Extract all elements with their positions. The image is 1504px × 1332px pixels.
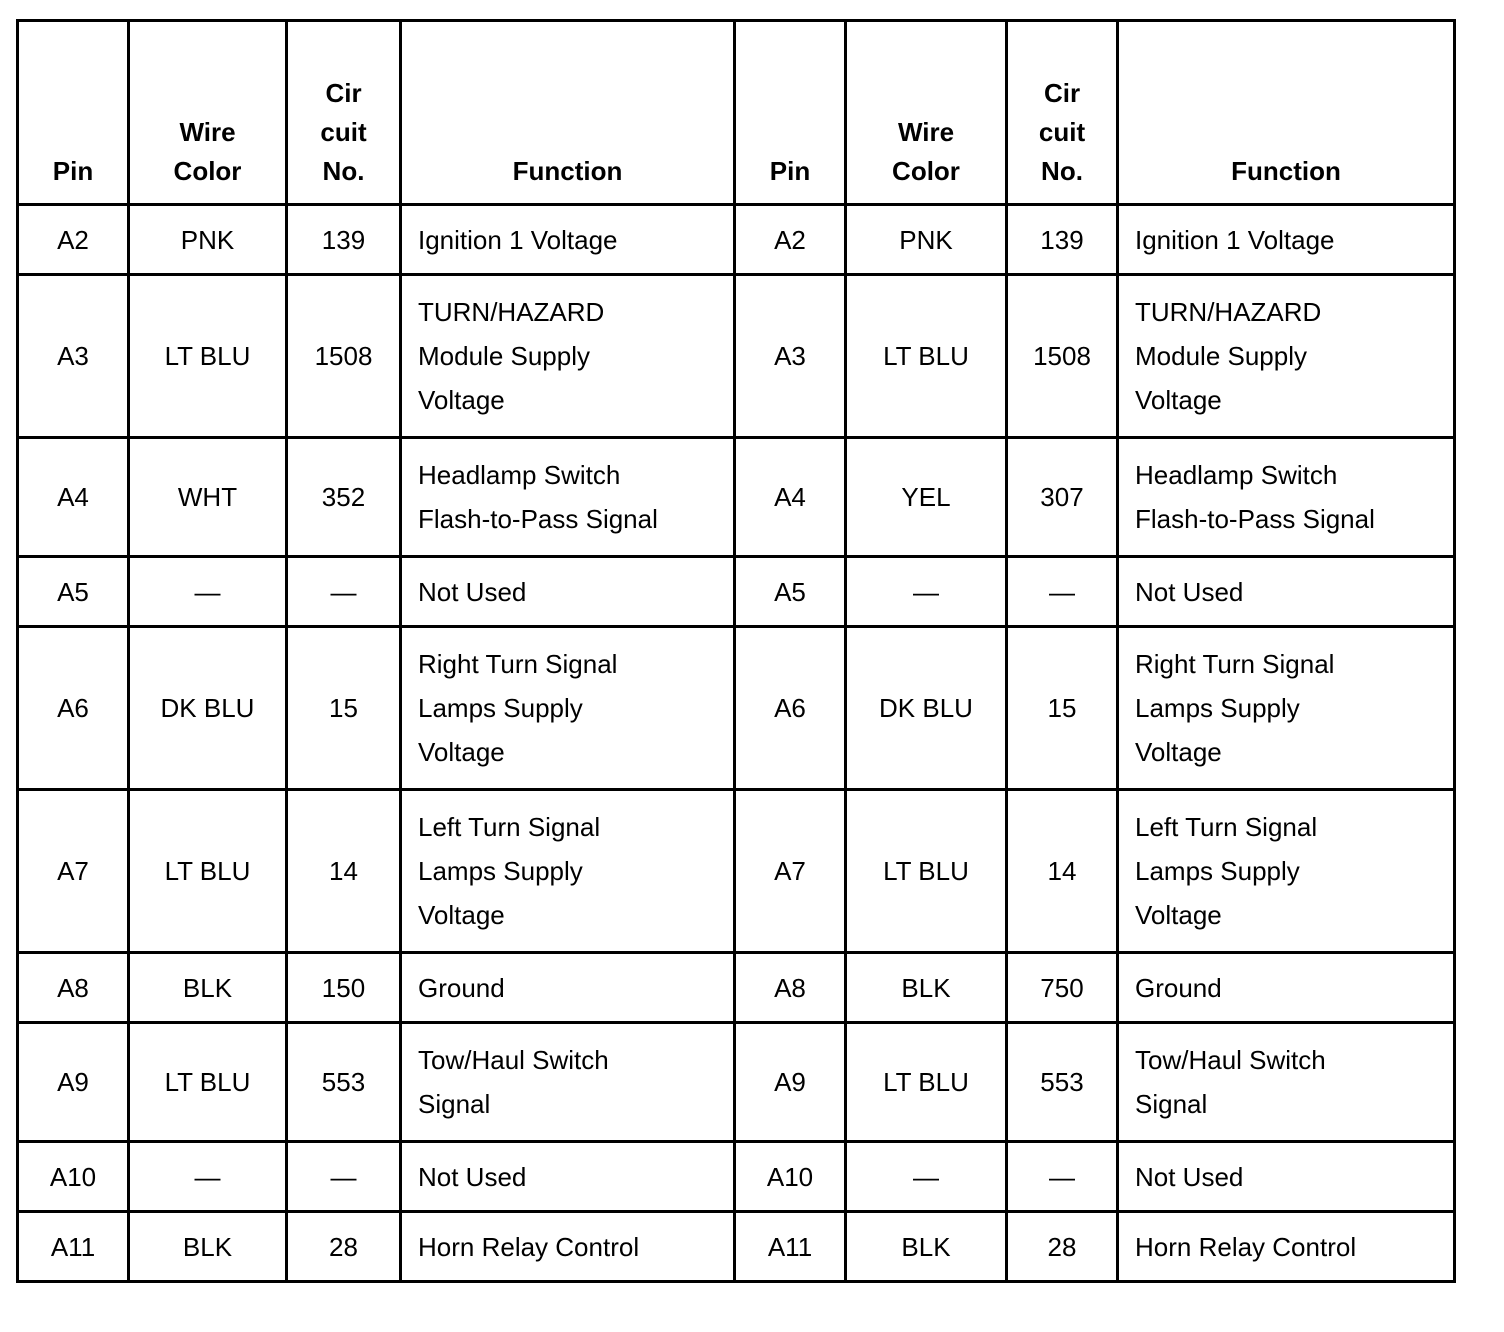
function-cell <box>1118 1212 1455 1282</box>
function-cell <box>401 1142 735 1212</box>
header-circuit-no: Cir cuit No. <box>1007 21 1118 205</box>
pin-cell: A7 <box>18 790 129 953</box>
wire-color-cell: PNK <box>846 205 1007 275</box>
circuit-no-cell: 1508 <box>1007 275 1118 438</box>
function-cell <box>401 205 735 275</box>
pin-cell: A8 <box>18 953 129 1023</box>
pin-cell: A5 <box>735 557 846 627</box>
function-cell <box>401 557 735 627</box>
circuit-no-cell: 150 <box>287 953 401 1023</box>
function-line: Not Used <box>418 1161 527 1192</box>
circuit-no-cell: 139 <box>287 205 401 275</box>
function-line: Not Used <box>418 576 527 607</box>
header-pin: Pin <box>18 21 129 205</box>
pin-cell: A6 <box>18 627 129 790</box>
function-line: Left Turn Signal <box>1135 812 1318 842</box>
function-line: Ground <box>418 972 505 1003</box>
function-line: Voltage <box>418 900 505 930</box>
function-line: Ignition 1 Voltage <box>1135 224 1335 255</box>
circuit-no-cell: 553 <box>287 1023 401 1142</box>
circuit-no-cell: 28 <box>287 1212 401 1282</box>
function-line: Voltage <box>418 385 505 415</box>
table-row <box>18 557 1455 627</box>
pin-cell: A8 <box>735 953 846 1023</box>
function-line: Headlamp Switch <box>1135 460 1338 490</box>
function-line: TURN/HAZARD <box>1135 297 1322 327</box>
circuit-no-cell: 14 <box>287 790 401 953</box>
table-row <box>18 275 1455 438</box>
pin-cell: A10 <box>18 1142 129 1212</box>
circuit-no-cell: 553 <box>1007 1023 1118 1142</box>
function-cell <box>401 790 735 953</box>
function-cell <box>1118 1142 1455 1212</box>
function-line: Signal <box>418 1089 491 1119</box>
connector-pinout-table <box>16 19 1456 1283</box>
function-line: Right Turn Signal <box>1135 649 1335 679</box>
function-line: Lamps Supply <box>1135 693 1300 723</box>
function-line: Voltage <box>1135 385 1222 415</box>
wire-color-cell: LT BLU <box>846 790 1007 953</box>
function-cell <box>1118 1023 1455 1142</box>
table-row <box>18 1212 1455 1282</box>
circuit-no-cell: 14 <box>1007 790 1118 953</box>
header-wire-color: Wire Color <box>129 21 287 205</box>
pin-cell: A9 <box>18 1023 129 1142</box>
function-cell <box>1118 627 1455 790</box>
function-cell <box>401 1212 735 1282</box>
wire-color-cell: LT BLU <box>846 1023 1007 1142</box>
wire-color-cell: PNK <box>129 205 287 275</box>
pin-cell: A10 <box>735 1142 846 1212</box>
function-line: Voltage <box>1135 900 1222 930</box>
function-line: Tow/Haul Switch <box>1135 1045 1326 1075</box>
function-line: Horn Relay Control <box>418 1231 640 1262</box>
table-row <box>18 1023 1455 1142</box>
function-line: Lamps Supply <box>418 856 583 886</box>
function-line: Flash-to-Pass Signal <box>418 504 658 534</box>
function-cell <box>1118 790 1455 953</box>
circuit-no-cell: 307 <box>1007 438 1118 557</box>
function-line: Lamps Supply <box>1135 856 1300 886</box>
function-line: TURN/HAZARD <box>418 297 605 327</box>
function-line: Not Used <box>1135 576 1244 607</box>
function-cell <box>1118 438 1455 557</box>
header-wire-color: Wire Color <box>846 21 1007 205</box>
function-line: Ground <box>1135 972 1222 1003</box>
wire-color-cell: WHT <box>129 438 287 557</box>
function-line: Headlamp Switch <box>418 460 621 490</box>
table-body <box>18 205 1455 1282</box>
function-line: Horn Relay Control <box>1135 1231 1357 1262</box>
pin-cell: A7 <box>735 790 846 953</box>
circuit-no-cell: 15 <box>1007 627 1118 790</box>
pin-cell: A3 <box>735 275 846 438</box>
header-function: Function <box>1118 21 1455 205</box>
pin-cell: A6 <box>735 627 846 790</box>
pin-cell: A4 <box>735 438 846 557</box>
pin-cell: A5 <box>18 557 129 627</box>
function-line: Module Supply <box>418 341 590 371</box>
pin-cell: A9 <box>735 1023 846 1142</box>
wire-color-cell: — <box>846 557 1007 627</box>
pin-cell: A2 <box>735 205 846 275</box>
header-row <box>18 21 1455 205</box>
table-row <box>18 205 1455 275</box>
function-cell <box>1118 953 1455 1023</box>
wire-color-cell: — <box>129 557 287 627</box>
wire-color-cell: BLK <box>129 953 287 1023</box>
function-line: Lamps Supply <box>418 693 583 723</box>
header-function: Function <box>401 21 735 205</box>
pin-cell: A3 <box>18 275 129 438</box>
function-line: Voltage <box>418 737 505 767</box>
table-row <box>18 1142 1455 1212</box>
function-cell <box>401 438 735 557</box>
circuit-no-cell: 1508 <box>287 275 401 438</box>
pin-cell: A4 <box>18 438 129 557</box>
wire-color-cell: LT BLU <box>129 275 287 438</box>
wire-color-cell: BLK <box>129 1212 287 1282</box>
function-cell <box>1118 275 1455 438</box>
table-row <box>18 953 1455 1023</box>
wire-color-cell: — <box>846 1142 1007 1212</box>
wire-color-cell: BLK <box>846 953 1007 1023</box>
header-circuit-no: Cir cuit No. <box>287 21 401 205</box>
circuit-no-cell: 352 <box>287 438 401 557</box>
wire-color-cell: BLK <box>846 1212 1007 1282</box>
function-line: Signal <box>1135 1089 1208 1119</box>
table-row <box>18 627 1455 790</box>
wire-color-cell: DK BLU <box>846 627 1007 790</box>
circuit-no-cell: — <box>1007 557 1118 627</box>
function-line: Module Supply <box>1135 341 1307 371</box>
header-pin: Pin <box>735 21 846 205</box>
function-line: Tow/Haul Switch <box>418 1045 609 1075</box>
function-line: Not Used <box>1135 1161 1244 1192</box>
pin-cell: A11 <box>735 1212 846 1282</box>
wire-color-cell: YEL <box>846 438 1007 557</box>
function-line: Flash-to-Pass Signal <box>1135 504 1375 534</box>
wire-color-cell: LT BLU <box>846 275 1007 438</box>
wire-color-cell: — <box>129 1142 287 1212</box>
function-cell <box>401 627 735 790</box>
table-row <box>18 438 1455 557</box>
circuit-no-cell: 28 <box>1007 1212 1118 1282</box>
wire-color-cell: LT BLU <box>129 790 287 953</box>
function-cell <box>1118 205 1455 275</box>
wire-color-cell: DK BLU <box>129 627 287 790</box>
function-cell <box>401 953 735 1023</box>
function-cell <box>401 275 735 438</box>
circuit-no-cell: — <box>1007 1142 1118 1212</box>
function-line: Voltage <box>1135 737 1222 767</box>
function-line: Right Turn Signal <box>418 649 618 679</box>
function-cell <box>401 1023 735 1142</box>
function-line: Left Turn Signal <box>418 812 601 842</box>
pin-cell: A2 <box>18 205 129 275</box>
table-header <box>18 21 1455 205</box>
circuit-no-cell: — <box>287 557 401 627</box>
circuit-no-cell: 750 <box>1007 953 1118 1023</box>
circuit-no-cell: 15 <box>287 627 401 790</box>
table-row <box>18 790 1455 953</box>
pin-cell: A11 <box>18 1212 129 1282</box>
circuit-no-cell: — <box>287 1142 401 1212</box>
function-line: Ignition 1 Voltage <box>418 224 618 255</box>
function-cell <box>1118 557 1455 627</box>
wire-color-cell: LT BLU <box>129 1023 287 1142</box>
circuit-no-cell: 139 <box>1007 205 1118 275</box>
